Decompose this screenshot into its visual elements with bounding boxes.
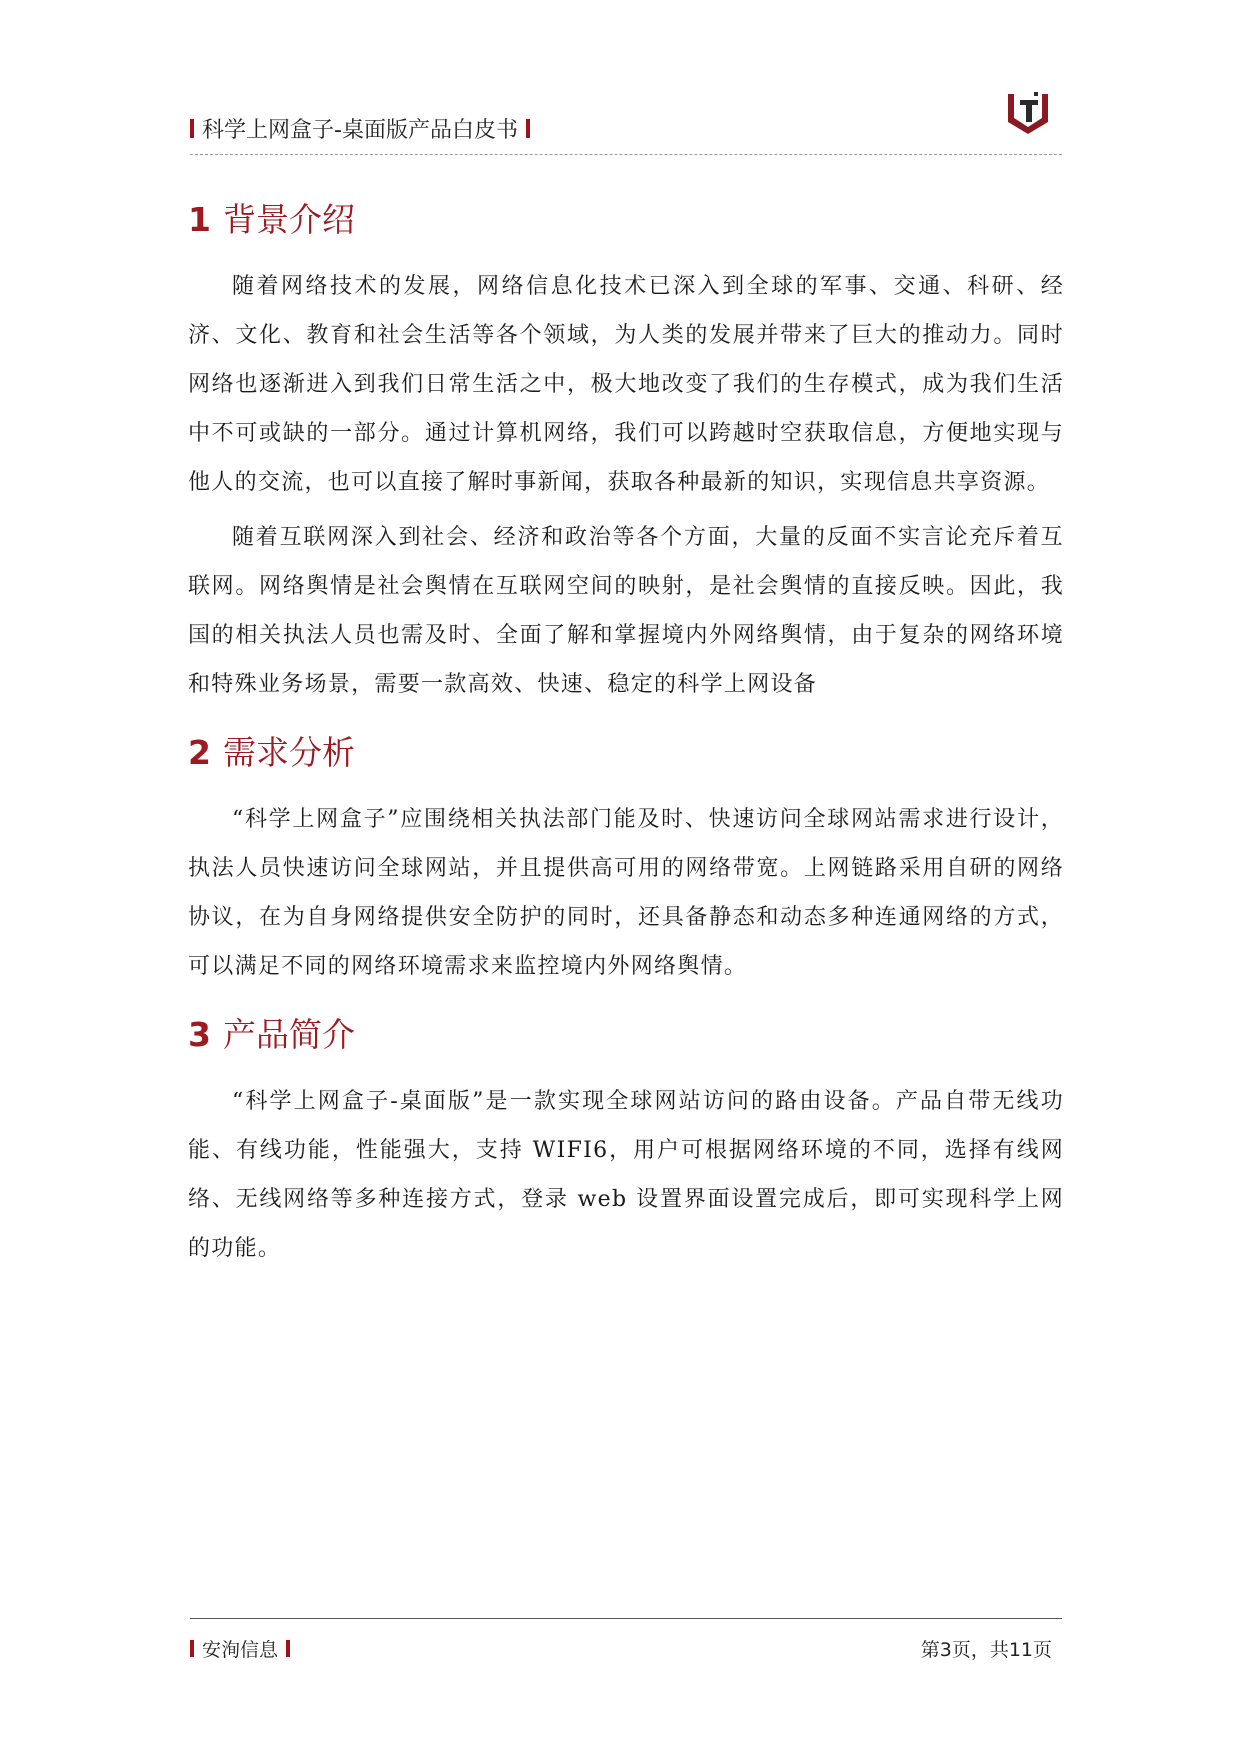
footer-bar-left: [190, 1640, 194, 1657]
document-title: 科学上网盒子-桌面版产品白皮书: [202, 118, 518, 143]
section-requirements: [188, 723, 1064, 991]
footer-bar-right: [286, 1640, 290, 1657]
page-header: [190, 86, 1062, 155]
page-footer: [190, 1618, 1062, 1662]
paragraph: “科学上网盒子”应围绕相关执法部门能及时、快速访问全球网站需求进行设计，执法人员快速访问全球网站，并且提供高可用的网络带宽。上网链路采用自研的网络协议，在为自身网络提供安全防护的同时，还具备静态和动态多种连通网络的方式，可以满足不同的网络环境需求来监控境内外网络舆情。: [188, 807, 1064, 979]
document-body: [188, 190, 1064, 1287]
section-product-intro: [188, 1005, 1064, 1273]
paragraph: 随着互联网深入到社会、经济和政治等各个方面，大量的反面不实言论充斥着互联网。网络舆情是社会舆情在互联网空间的映射，是社会舆情的直接反映。因此，我国的相关执法人员也需及时、全面了解和掌握境内外网络舆情，由于复杂的网络环境和特殊业务场景，需要一款高效、快速、稳定的科学上网设备: [188, 525, 1064, 697]
header-title-group: [190, 113, 530, 144]
section-heading: 3 产品简介: [188, 1015, 355, 1054]
paragraph: 随着网络技术的发展，网络信息化技术已深入到全球的军事、交通、科研、经济、文化、教育和社会生活等各个领域，为人类的发展并带来了巨大的推动力。同时网络也逐渐进入到我们日常生活之中，极大地改变了我们的生存模式，成为我们生活中不可或缺的一部分。通过计算机网络，我们可以跨越时空获取信息，方便地实现与他人的交流，也可以直接了解时事新闻，获取各种最新的知识，实现信息共享资源。: [188, 274, 1064, 495]
footer-company: 安洵信息: [202, 1639, 279, 1661]
title-bar-left: [190, 119, 194, 138]
paragraph: “科学上网盒子-桌面版”是一款实现全球网站访问的路由设备。产品自带无线功能、有线功能，性能强大，支持 WIFI6，用户可根据网络环境的不同，选择有线网络、无线网络等多种连接方式，登录 web 设置界面设置完成后，即可实现科学上网的功能。: [188, 1089, 1064, 1261]
section-background: [188, 190, 1064, 709]
page-number: 第3页，共11页: [920, 1639, 1052, 1661]
section-heading: 1 背景介绍: [188, 200, 355, 239]
title-bar-right: [526, 119, 530, 138]
company-logo-icon: [1006, 88, 1050, 136]
section-heading: 2 需求分析: [188, 733, 355, 772]
